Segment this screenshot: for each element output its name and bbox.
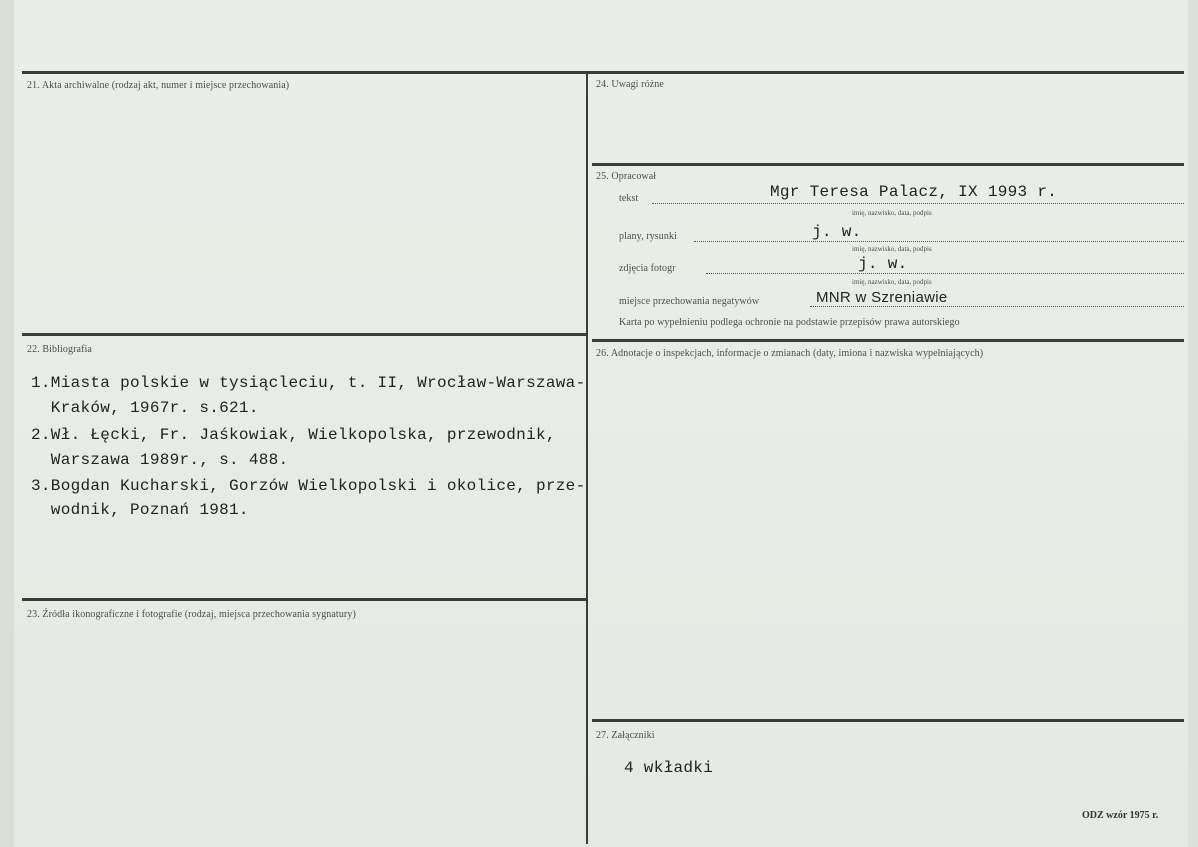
divider-right-24-25 [592, 163, 1184, 166]
top-border-line [22, 71, 1184, 74]
plany-hint: imię, nazwisko, data, podpis [852, 245, 932, 253]
copyright-note: Karta po wypełnieniu podlega ochronie na podstawie przepisów prawa autorskiego [619, 317, 960, 328]
zdjecia-dotted-line [706, 273, 1184, 274]
center-divider [586, 72, 588, 844]
zdjecia-hint: imię, nazwisko, data, podpis [852, 278, 932, 286]
divider-left-22-23 [22, 598, 586, 601]
tekst-label: tekst [619, 193, 639, 204]
uwagi-label: 24. Uwagi różne [596, 79, 664, 90]
zalaczniki-label: 27. Załączniki [596, 730, 655, 741]
negatywy-value[interactable]: MNR w Szreniawie [816, 289, 948, 306]
opracowal-label: 25. Opracował [596, 171, 657, 182]
plany-dotted-line [694, 241, 1184, 242]
negatywy-label: miejsce przechowania negatywów [619, 296, 760, 307]
negatywy-dotted-line [810, 306, 1184, 307]
bibliografia-line-1: 1.Miasta polskie w tysiącleciu, t. II, Wrocław-Warszawa- [31, 374, 586, 392]
tekst-dotted-line [652, 203, 1184, 204]
zdjecia-label: zdjęcia fotogr [619, 263, 676, 274]
zrodla-label: 23. Źródła ikonograficzne i fotografie (rodzaj, miejsca przechowania sygnatury) [27, 609, 356, 620]
zalaczniki-value[interactable]: 4 wkładki [624, 759, 714, 777]
divider-left-21-22 [22, 333, 586, 336]
divider-right-25-26 [592, 339, 1184, 342]
bibliografia-line-3: 2.Wł. Łęcki, Fr. Jaśkowiak, Wielkopolska, przewodnik, [31, 426, 556, 444]
bibliografia-label: 22. Bibliografia [27, 344, 92, 355]
bibliografia-line-2: Kraków, 1967r. s.621. [31, 399, 259, 417]
card-left-edge [0, 0, 14, 847]
card-right-edge [1188, 0, 1198, 847]
zdjecia-value[interactable]: j. w. [858, 255, 908, 273]
adnotacje-label: 26. Adnotacje o inspekcjach, informacje o zmianach (daty, imiona i nazwiska wypełniających) [596, 348, 984, 359]
plany-label: plany, rysunki [619, 231, 677, 242]
plany-value[interactable]: j. w. [812, 223, 862, 241]
bibliografia-line-4: Warszawa 1989r., s. 488. [31, 451, 289, 469]
tekst-value[interactable]: Mgr Teresa Palacz, IX 1993 r. [770, 183, 1058, 201]
tekst-hint: imię, nazwisko, data, podpis [852, 209, 932, 217]
akta-label: 21. Akta archiwalne (rodzaj akt, numer i miejsce przechowania) [27, 80, 290, 91]
form-id: ODZ wzór 1975 r. [1082, 810, 1159, 821]
bibliografia-line-5: 3.Bogdan Kucharski, Gorzów Wielkopolski i okolice, prze- [31, 477, 586, 495]
divider-right-26-27 [592, 719, 1184, 722]
bibliografia-line-6: wodnik, Poznań 1981. [31, 501, 249, 519]
